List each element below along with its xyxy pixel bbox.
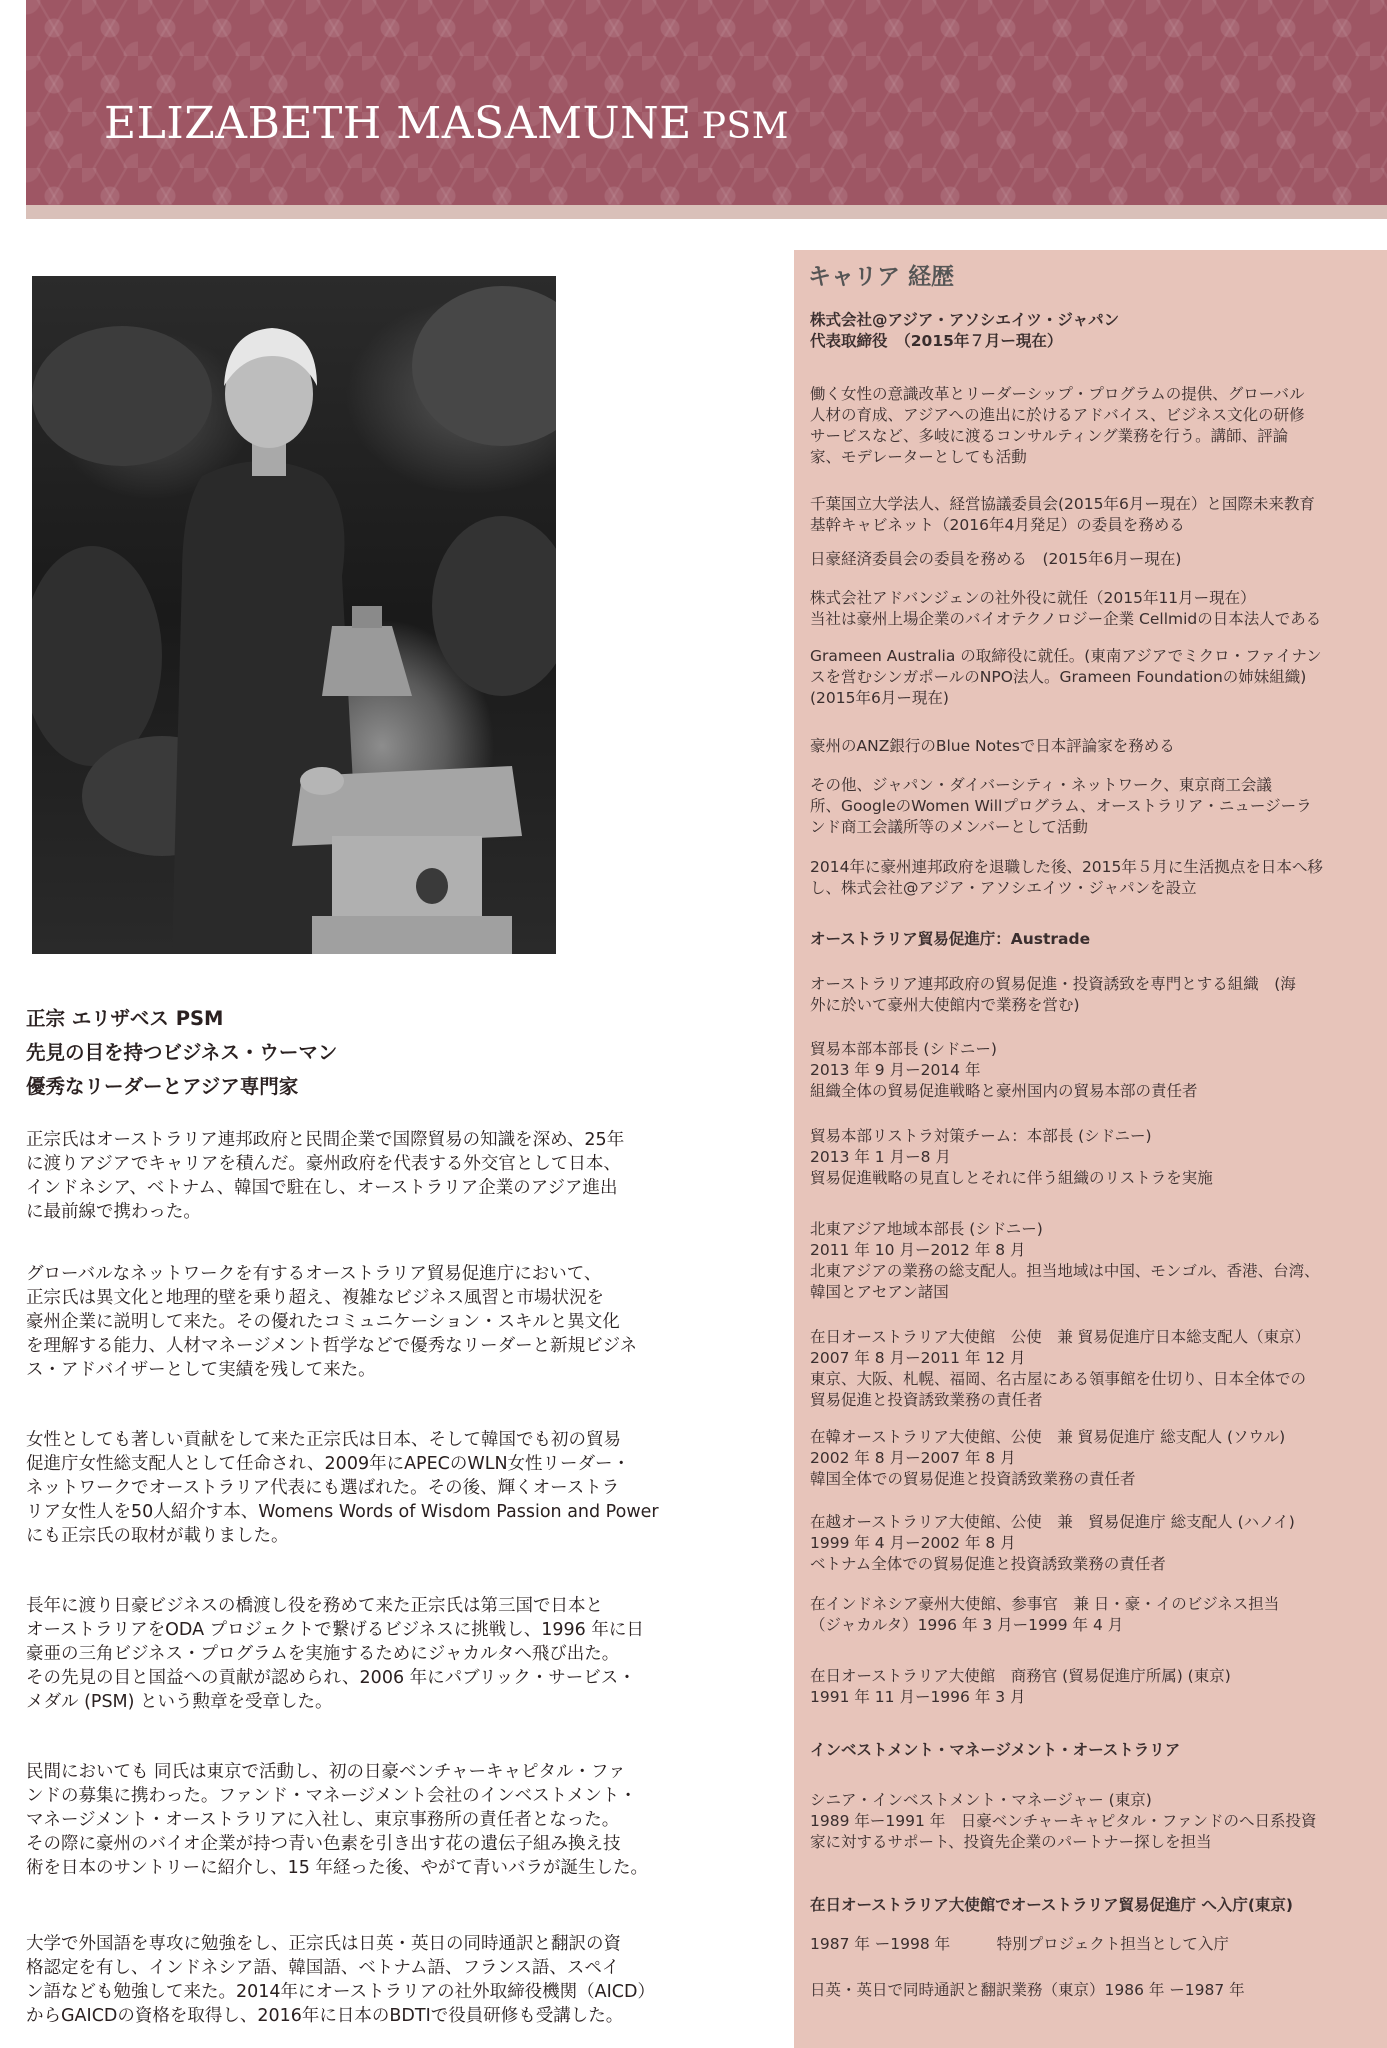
career-entry: 株式会社@アジア・アソシエイツ・ジャパン 代表取締役 （2015年７月ー現在） [810, 311, 1120, 350]
profile-name: 正宗 エリザベス PSM [26, 1007, 224, 1030]
bio-paragraph-2: グローバルなネットワークを有するオーストラリア貿易促進庁において、 正宗氏は異文化と地理的壁を乗り超え、複雑なビジネス風習と市場状況を 豪州企業に説明して来た。その優れたコミュニケーション・スキルと異文化 を理解する能力、人材マネージメント哲学などで優秀なリーダーと新規ビジネ ス・アドバイザーとして実績を残して来た。 [26, 1264, 638, 1380]
career-entry: 働く女性の意識改革とリーダーシップ・プログラムの提供、グローバル 人材の育成、アジアへの進出に於けるアドバイス、ビジネス文化の研修 サービスなど、多岐に渡るコンサルティング業務を行う。講師、評論 家、モデレーターとしても活動 [810, 385, 1305, 466]
career-entry: 在越オーストラリア大使館、公使 兼 貿易促進庁 総支配人 (ハノイ) 1999 年 4 月ー2002 年 8 月 ベトナム全体での貿易促進と投資誘致業務の責任者 [810, 1513, 1295, 1573]
career-entry: 在日オーストラリア大使館 公使 兼 貿易促進庁日本総支配人（東京） 2007 年 8 月ー2011 年 12 月 東京、大阪、札幌、福岡、名古屋にある領事館を仕切り、日本全体での 貿易促進と投資誘致業務の責任者 [810, 1328, 1311, 1409]
career-entry: 1987 年 ー1998 年 特別プロジェクト担当として入庁 [810, 1935, 1229, 1953]
career-entry: 北東アジア地域本部長 (シドニー) 2011 年 10 月ー2012 年 8 月 北東アジアの業務の総支配人。担当地域は中国、モンゴル、香港、台湾、 韓国とアセアン諸国 [810, 1220, 1320, 1301]
career-entry: 日英・英日で同時通訳と翻訳業務（東京）1986 年 ー1987 年 [810, 1981, 1245, 1999]
career-section-heading: 在日オーストラリア大使館でオーストラリア貿易促進庁 へ入庁(東京) [810, 1896, 1294, 1914]
bio-paragraph-5: 民間においても 同氏は東京で活動し、初の日豪ベンチャーキャピタル・ファ ンドの募集に携わった。ファンド・マネージメント会社のインベストメント・ マネージメント・オーストラリアに入社し、東京事務所の責任者となった。 その際に豪州のバイオ企業が持つ青い色素を引き出す花の遺伝子組み換え技 術を日本のサントリーに紹介し、15 年経った後、やがて青いバラが誕生した。 [26, 1762, 648, 1878]
career-entry: 2014年に豪州連邦政府を退職した後、2015年５月に生活拠点を日本へ移 し、株式会社@アジア・アソシエイツ・ジャパンを設立 [810, 858, 1323, 897]
career-title: キャリア 経歴 [808, 264, 955, 290]
portrait-illustration [32, 276, 556, 954]
career-entry: 在韓オーストラリア大使館、公使 兼 貿易促進庁 総支配人 (ソウル) 2002 年 8 月ー2007 年 8 月 韓国全体での貿易促進と投資誘致業務の責任者 [810, 1428, 1286, 1488]
page-title [104, 98, 789, 149]
title-suffix: PSM [701, 106, 789, 147]
bio-paragraph-3: 女性としても著しい貢献をして来た正宗氏は日本、そして韓国でも初の貿易 促進庁女性総支配人として任命され、2009年にAPECのWLN女性リーダー・ ネットワークでオーストラリア代表にも選ばれた。その後、輝くオーストラ リア女性人を50人紹介す本、Womens Words of Wisdom Passion and Power にも正宗氏の取材が載りました。 [26, 1430, 659, 1546]
profile-tagline-2: 優秀なリーダーとアジア専門家 [26, 1075, 299, 1098]
bio-paragraph-6: 大学で外国語を専攻に勉強をし、正宗氏は日英・英日の同時通訳と翻訳の資 格認定を有し、インドネシア語、韓国語、ベトナム語、フランス語、スペイ ン語なども勉強して来た。2014年にオーストラリアの社外取締役機関（AICD） からGAICDの資格を取得し、2016年に日本のBDTIで役員研修も受講した。 [26, 1934, 655, 2026]
career-entry: 在インドネシア豪州大使館、参事官 兼 日・豪・イのビジネス担当 （ジャカルタ）1996 年 3 月ー1999 年 4 月 [810, 1595, 1280, 1634]
career-entry: 豪州のANZ銀行のBlue Notesで日本評論家を務める [810, 737, 1175, 755]
career-entry: 貿易本部リストラ対策チーム：本部長 (シドニー) 2013 年 1 月ー8 月 貿易促進戦略の見直しとそれに伴う組織のリストラを実施 [810, 1127, 1213, 1187]
career-entry: 株式会社アドバンジェンの社外役に就任（2015年11月ー現在） 当社は豪州上場企業のバイオテクノロジー企業 Cellmidの日本法人である [810, 589, 1322, 628]
portrait-photo [32, 276, 556, 954]
career-section-heading: オーストラリア貿易促進庁：Austrade [810, 930, 1091, 948]
career-entry: オーストラリア連邦政府の貿易促進・投資誘致を専門とする組織 (海 外に於いて豪州大使館内で業務を営む) [810, 975, 1296, 1014]
career-entry: 日豪経済委員会の委員を務める (2015年6月ー現在) [810, 550, 1182, 568]
profile-tagline-1: 先見の目を持つビジネス・ウーマン [26, 1041, 338, 1064]
bio-paragraph-4: 長年に渡り日豪ビジネスの橋渡し役を務めて来た正宗氏は第三国で日本と オーストラリアをODA プロジェクトで繋げるビジネスに挑戦し、1996 年に日 豪亜の三角ビジネス・プログラムを実施するためにジャカルタへ飛び出た。 その先見の目と国益への貢献が認められ、2006 年にパブリック・サービス・ メダル (PSM) という勲章を受章した。 [26, 1596, 644, 1712]
title-name: ELIZABETH MASAMUNE [104, 98, 692, 149]
career-section-heading: インベストメント・マネージメント・オーストラリア [810, 1741, 1181, 1759]
career-entry: 貿易本部本部長 (シドニー) 2013 年 9 月ー2014 年 組織全体の貿易促進戦略と豪州国内の貿易本部の責任者 [810, 1040, 1198, 1100]
bio-paragraph-1: 正宗氏はオーストラリア連邦政府と民間企業で国際貿易の知識を深め、25年 に渡りアジアでキャリアを積んだ。豪州政府を代表する外交官として日本、 インドネシア、ベトナム、韓国で駐在し、オーストラリア企業のアジア進出 に最前線で携わった。 [26, 1130, 625, 1222]
career-entry: 在日オーストラリア大使館 商務官 (貿易促進庁所属) (東京) 1991 年 11 月ー1996 年 3 月 [810, 1667, 1231, 1706]
career-entry: Grameen Australia の取締役に就任。(東南アジアでミクロ・ファイナン スを営むシンガポールのNPO法人。Grameen Foundationの姉妹組織) (2015年6月ー現在) [810, 647, 1322, 707]
profile-heading [26, 1002, 726, 1104]
career-entry: シニア・インベストメント・マネージャー (東京) 1989 年ー1991 年 日豪ベンチャーキャピタル・ファンドのへ日系投資 家に対するサポート、投資先企業のパートナー探しを担当 [810, 1791, 1317, 1851]
career-entry: その他、ジャパン・ダイバーシティ・ネットワーク、東京商工会議 所、GoogleのWomen Willプログラム、オーストラリア・ニュージーラ ンド商工会議所等のメンバーとして活動 [810, 776, 1312, 836]
banner-divider [26, 205, 1387, 219]
career-entry: 千葉国立大学法人、経営協議委員会(2015年6月ー現在）と国際未来教育 基幹キャビネット（2016年4月発足）の委員を務める [810, 495, 1315, 534]
